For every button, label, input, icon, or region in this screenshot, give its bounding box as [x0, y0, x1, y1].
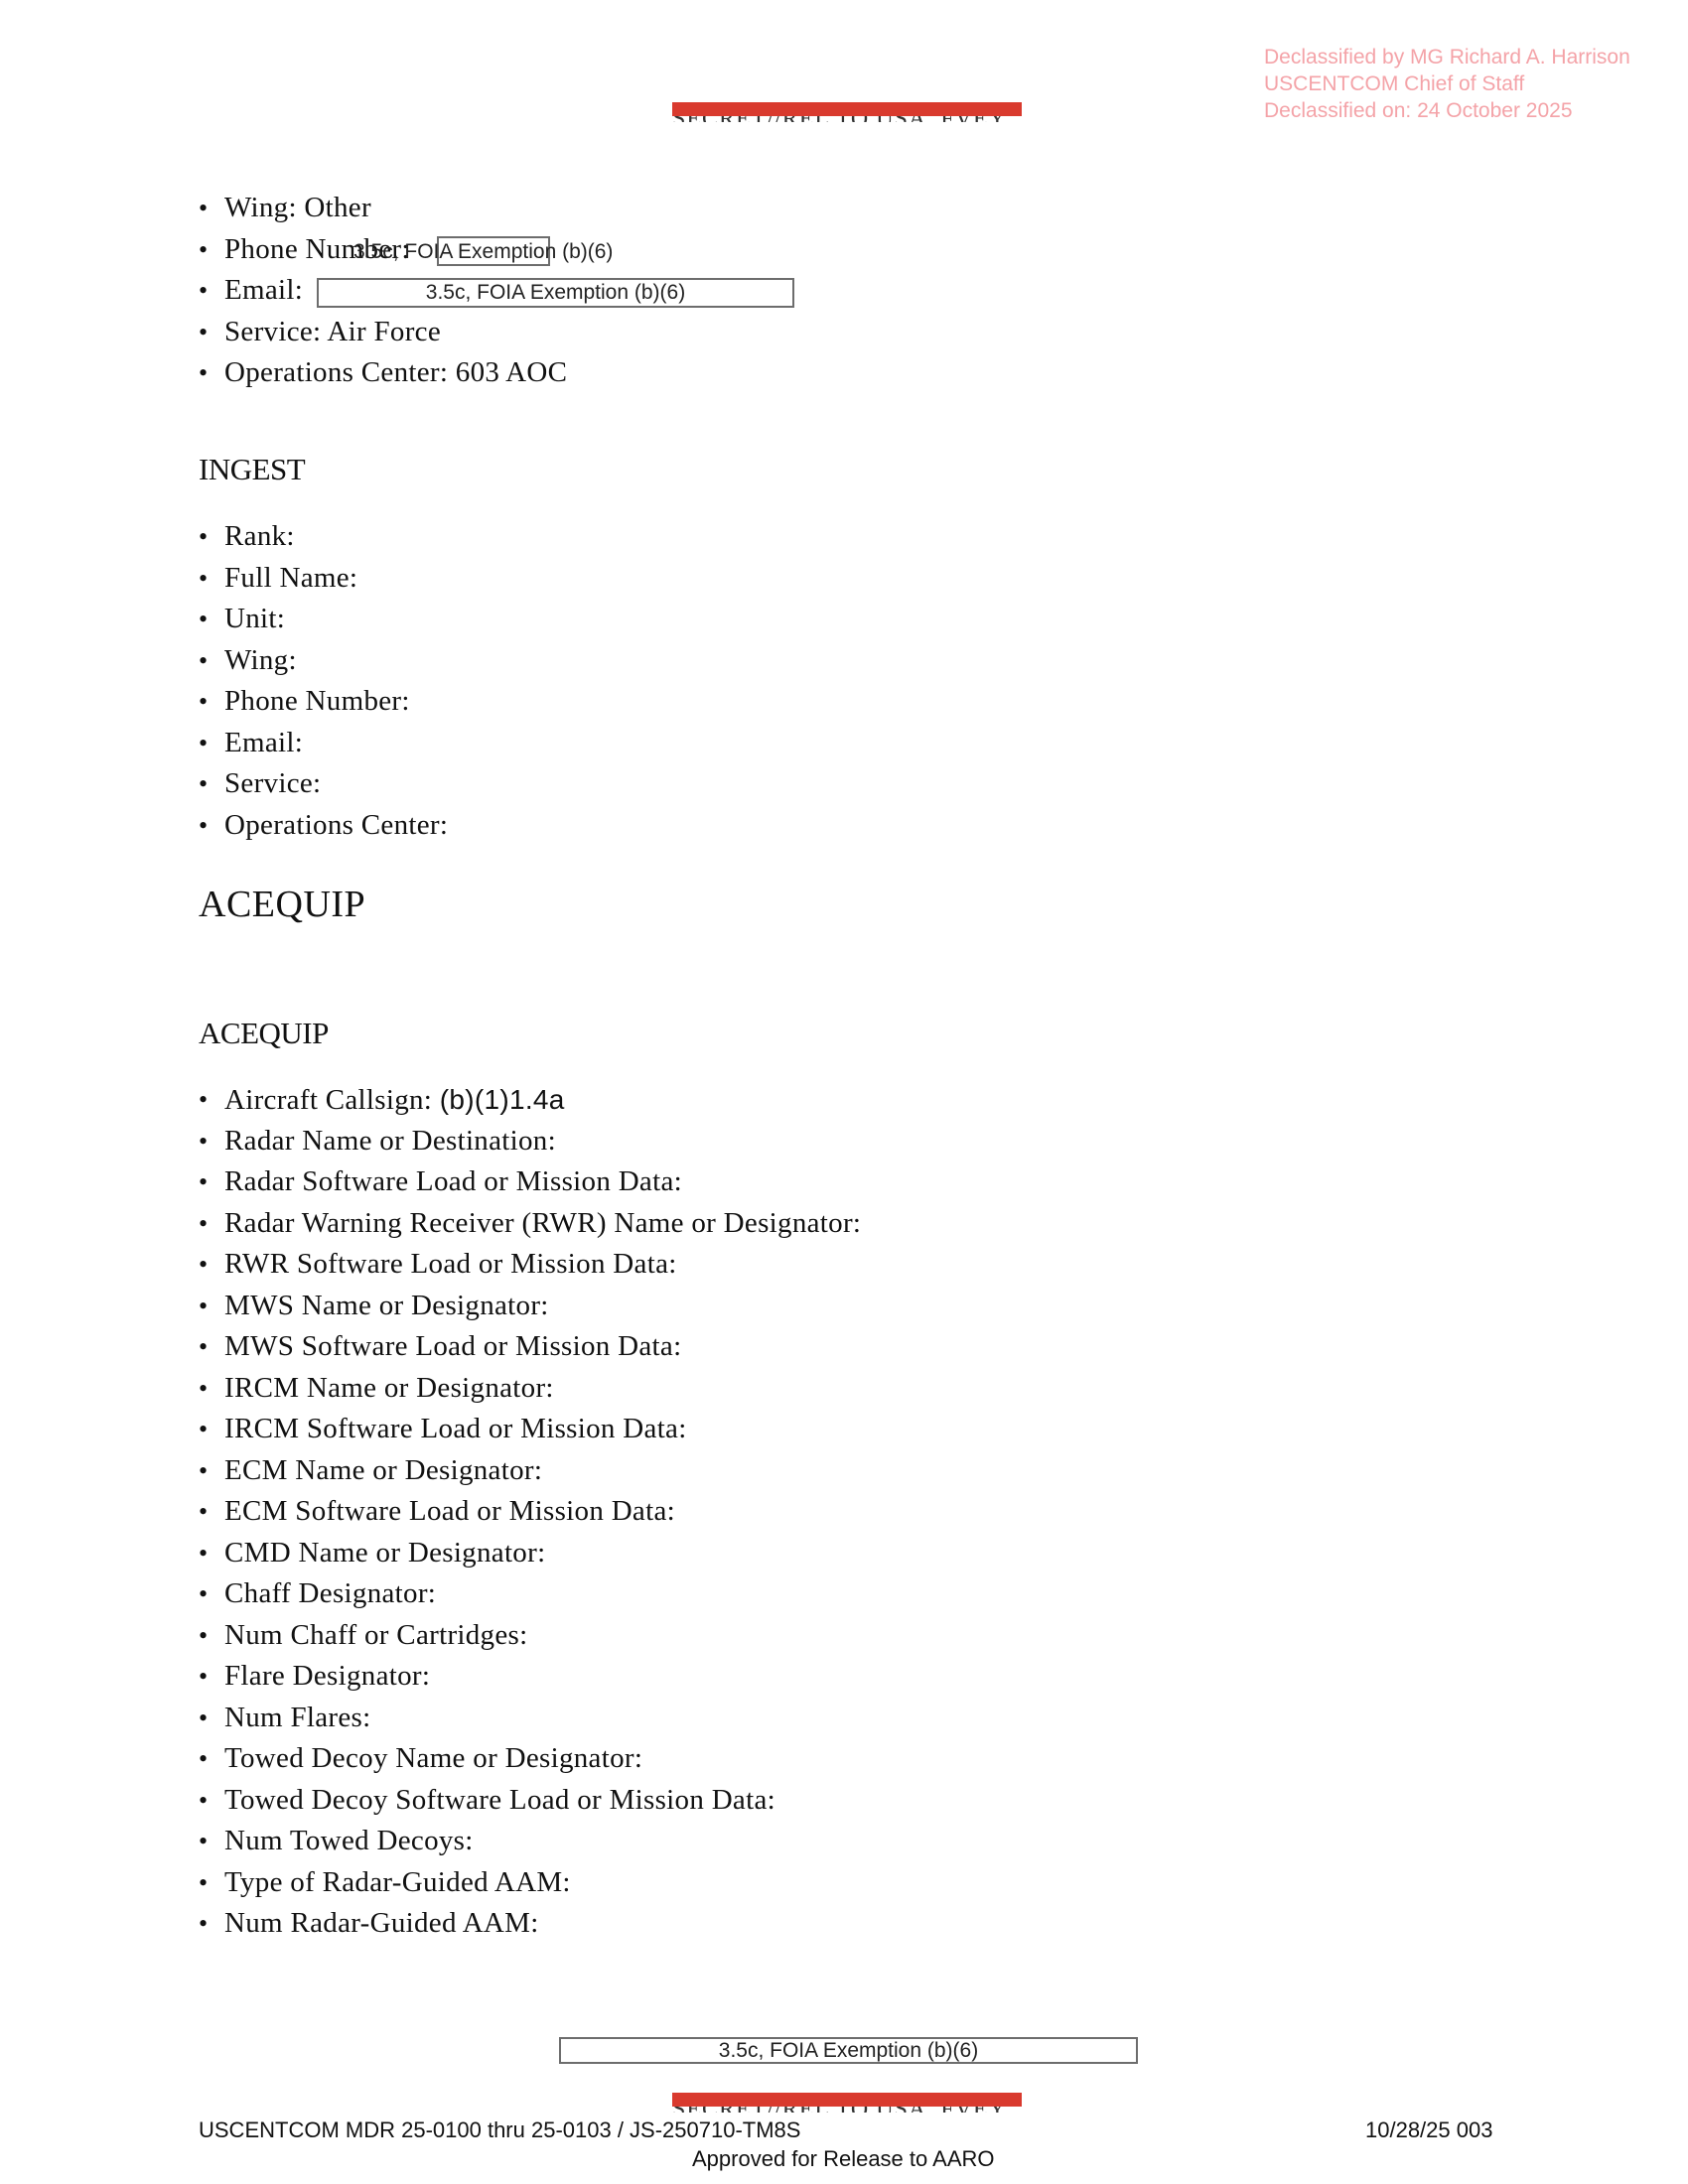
footer-document-id: USCENTCOM MDR 25-0100 thru 25-0103 / JS-250710-TM8S — [199, 2117, 801, 2142]
classification-strike — [672, 102, 1022, 116]
list-item: • Wing: — [199, 640, 448, 682]
list-item: • Num Flares: — [199, 1698, 861, 1739]
list-item: • RWR Software Load or Mission Data: — [199, 1244, 861, 1286]
list-item: • CMD Name or Designator: — [199, 1533, 861, 1574]
list-item: • Email: — [199, 723, 448, 764]
footer-release-note: Approved for Release to AARO — [692, 2146, 995, 2171]
list-item: • MWS Name or Designator: — [199, 1286, 861, 1327]
list-item: • Service: Air Force — [199, 312, 567, 353]
phone-redaction-label: 3.5c, FOIA Exemption (b)(6) — [353, 240, 614, 263]
list-item: • ECM Software Load or Mission Data: — [199, 1491, 861, 1533]
list-item: • Email: — [199, 270, 567, 312]
list-item: • ECM Name or Designator: — [199, 1450, 861, 1492]
list-item: • Phone Number: — [199, 681, 448, 723]
list-item: • Chaff Designator: — [199, 1573, 861, 1615]
classification-banner-top — [672, 102, 1022, 122]
stamp-line-3: Declassified on: 24 October 2025 — [1264, 99, 1573, 122]
callsign-redaction: (b)(1)1.4a — [439, 1084, 565, 1115]
ingest-heading: INGEST — [199, 452, 306, 486]
footer-date-page: 10/28/25 003 — [1365, 2117, 1493, 2142]
acequip-heading: ACEQUIP — [199, 1016, 329, 1050]
bottom-redaction-box: 3.5c, FOIA Exemption (b)(6) — [559, 2037, 1138, 2064]
list-item: • Type of Radar-Guided AAM: — [199, 1862, 861, 1904]
list-item: • Flare Designator: — [199, 1656, 861, 1698]
list-item: • IRCM Name or Designator: — [199, 1368, 861, 1410]
list-item: • Radar Name or Destination: — [199, 1121, 861, 1162]
list-item: • Towed Decoy Software Load or Mission Data: — [199, 1780, 861, 1822]
list-item: • Num Chaff or Cartridges: — [199, 1615, 861, 1657]
email-redaction-box: 3.5c, FOIA Exemption (b)(6) — [317, 278, 794, 308]
ingest-list — [199, 516, 448, 846]
acequip-list — [199, 1079, 861, 1945]
list-item: • Wing: Other — [199, 188, 567, 229]
declassification-stamp — [1264, 44, 1681, 124]
list-item-label: Aircraft Callsign: — [224, 1084, 433, 1116]
list-item: • Radar Warning Receiver (RWR) Name or Designator: — [199, 1203, 861, 1245]
acequip-main-heading: ACEQUIP — [199, 884, 366, 925]
list-item: • Radar Software Load or Mission Data: — [199, 1161, 861, 1203]
list-item: • Service: — [199, 763, 448, 805]
list-item — [199, 1079, 861, 1121]
classification-banner-bottom — [672, 2093, 1022, 2113]
list-item: • Towed Decoy Name or Designator: — [199, 1738, 861, 1780]
list-item: • Operations Center: 603 AOC — [199, 352, 567, 394]
list-item: • Num Towed Decoys: — [199, 1821, 861, 1862]
list-item: • Unit: — [199, 599, 448, 640]
list-item: • Operations Center: — [199, 805, 448, 847]
list-item: • Full Name: — [199, 558, 448, 600]
list-item: • Num Radar-Guided AAM: — [199, 1903, 861, 1945]
list-item: • Phone Number: — [199, 229, 567, 271]
classification-strike — [672, 2093, 1022, 2107]
stamp-line-1: Declassified by MG Richard A. Harrison — [1264, 46, 1630, 68]
list-item: • MWS Software Load or Mission Data: — [199, 1326, 861, 1368]
list-item: • IRCM Software Load or Mission Data: — [199, 1409, 861, 1450]
list-item: • Rank: — [199, 516, 448, 558]
stamp-line-2: USCENTCOM Chief of Staff — [1264, 72, 1525, 95]
